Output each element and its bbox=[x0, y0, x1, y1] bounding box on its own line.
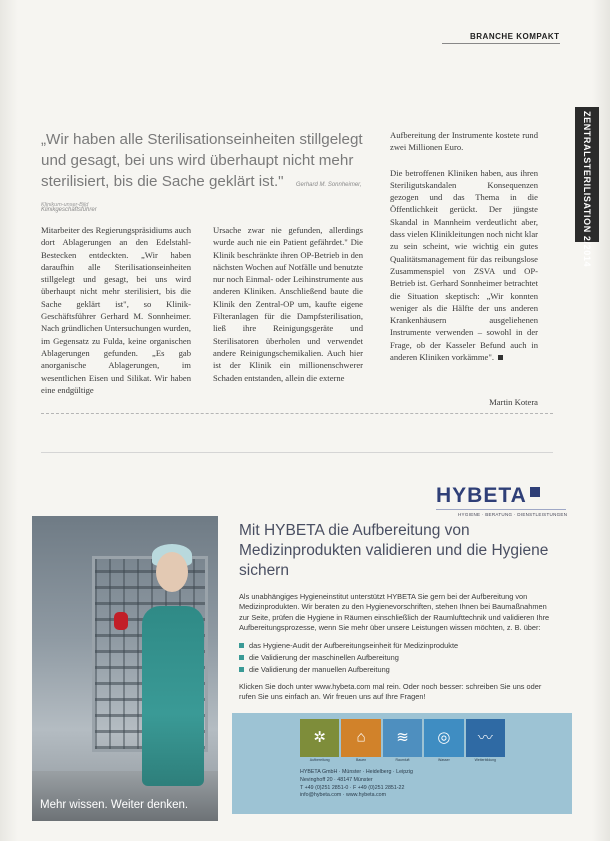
article-paragraph-final bbox=[390, 167, 538, 364]
list-item: das Hygiene-Audit der Aufbereitungseinheit für Medizinprodukte bbox=[239, 640, 557, 652]
tile-label: Wasser bbox=[438, 758, 450, 762]
service-tiles bbox=[300, 719, 505, 763]
article-column-1 bbox=[41, 224, 191, 396]
pull-quote-source: Gerhard M. Sonnheimer, Klinikgeschäftsführer bbox=[41, 182, 362, 213]
list-item: die Validierung der maschinellen Aufbereitung bbox=[239, 652, 557, 664]
divider bbox=[41, 413, 553, 414]
education-icon: 〰 bbox=[477, 729, 493, 747]
ad-call-to-action: Klicken Sie doch unter www.hybeta.com mal rein. Oder noch besser: schreiben Sie uns oder rufen Sie uns einfach an. Wir freuen uns auf Ihre Fragen! bbox=[239, 681, 542, 702]
logo-rule bbox=[436, 509, 566, 510]
glove-shape bbox=[114, 612, 128, 630]
hybeta-logo: HYBETA bbox=[436, 484, 527, 507]
tile-label: Raumluft bbox=[395, 758, 410, 762]
end-mark-icon bbox=[498, 355, 503, 360]
article-paragraph: Mitarbeiter des Regierungspräsidiums auch dort Ablagerungen an den Edelstahl-Bestecken entdeckten. „Wir haben daraufhin alle Sterilisationseinheiten stillgelegt und gesagt, bei uns wird überhaupt nicht mehr sterilisiert, bis die Sache geklärt ist", so Klinik-Geschäftsführer Gerhard M. Sonnheimer. Nach gründlichen Untersuchungen wurden, im Gegensatz zu Fulda, keine organischen Ablagerungen gefunden. „Es gab anorganische Ablagerungen, im wesentlichen Eisen und Silikat. Wir haben eine endgültige bbox=[41, 225, 191, 395]
header-rule bbox=[442, 43, 560, 44]
author-name: Martin Kotera bbox=[489, 397, 538, 407]
service-tile bbox=[300, 719, 339, 762]
tile-label: Bauen bbox=[356, 758, 367, 762]
photo-credit: Klinikum-unser-Bild bbox=[41, 202, 89, 208]
service-tile bbox=[341, 719, 380, 762]
person-gown-shape bbox=[142, 606, 204, 786]
ad-service-list bbox=[239, 640, 557, 676]
side-section-tab bbox=[575, 107, 599, 268]
service-tile bbox=[383, 719, 422, 762]
tile-label: Aufbereitung bbox=[309, 758, 330, 762]
ad-text-block bbox=[232, 516, 567, 702]
service-tile bbox=[424, 719, 463, 762]
logo-tagline: HYGIENE · BERATUNG · DIENSTLEISTUNGEN bbox=[458, 512, 568, 517]
contact-line: T +49 (0)251 2851-0 · F +49 (0)251 2851-22 bbox=[300, 784, 405, 791]
wind-icon: ≋ bbox=[396, 729, 409, 747]
ad-photo bbox=[32, 516, 218, 821]
ad-body: Als unabhängiges Hygieneinstitut unterstützt HYBETA Sie gern bei der Aufbereitung von Medizinprodukten. Wir beraten zu den Hygienevorschriften, stehen Ihnen bei Baumaßnahmen zur Seite, prüfen die Hygiene in Räumen einschließlich der Raumlufttechnik und validieren Ihre Aufbereitungsprozesse, wenn Sie mehr über unsere Leistungen wissen möchten, z. B. über: bbox=[239, 592, 550, 633]
person-head-shape bbox=[156, 552, 188, 592]
section-header: BRANCHE KOMPAKT bbox=[470, 32, 560, 41]
logo-square-icon bbox=[530, 487, 540, 497]
photo-caption: Mehr wissen. Weiter denken. bbox=[40, 799, 189, 811]
article-column-2 bbox=[213, 224, 363, 384]
article-paragraph-text: Die betroffenen Kliniken haben, aus ihren Steriligutskandalen Konsequenzen gezogen und das Thema in die Öffentlichkeit gerückt. Der jüngste Skandal in Mannheim verdeutlicht aber, dass vielen Klinikleitungen noch nicht klar zu sein scheint, wie wichtig ein gutes Qualitätsmanagement für das reibungslose Zusammenspiel von ZSVA und OP-Betrieb ist. Gerhard Sonnheimer betrachtet die Situation skeptisch: „Wir konnten weniger als die Hälfte der uns anderen Krankenhäusern ausgeliehenen Instrumente verwenden – sowohl in der Frage, ob der Kasseler Befund auch in anderen Kliniken vorkämme". bbox=[390, 167, 538, 363]
bacteria-icon: ✲ bbox=[313, 729, 326, 747]
contact-info bbox=[300, 769, 530, 800]
article-paragraph: Ursache zwar nie gefunden, allerdings wurde auch nie ein Patient gefährdet." Die Klinik beschränkte ihren OP-Betrieb in den nächsten Wochen auf Notfälle und benutzte nur noch Einmal- oder Leihinstrumente aus anderen Kliniken. Anschließend baute die Klinik den Zentral-OP um, kaufte eigene Filteranlagen für die Dampfsterilisation, ließ ihre Reinigungsgeräte und Sterilisatoren überholen und verwendet andere Reinigungschemikalien. Auch hier ist der Klinik ein millionenschwerer Schaden entstanden, allein die externe bbox=[213, 225, 363, 383]
service-tile bbox=[466, 719, 505, 762]
article-paragraph: Aufbereitung der Instrumente kostete rund zwei Millionen Euro. bbox=[390, 130, 538, 153]
building-icon: ⌂ bbox=[356, 728, 366, 746]
pull-quote bbox=[41, 129, 381, 221]
article-column-3 bbox=[390, 129, 538, 363]
side-tab-label: ZENTRALSTERILISATION 2/2014 bbox=[582, 111, 592, 268]
tile-label: Weiterbildung bbox=[474, 758, 496, 762]
contact-link[interactable]: info@hybeta.com · www.hybeta.com bbox=[300, 792, 387, 799]
contact-line: HYBETA GmbH · Münster · Heidelberg · Leipzig bbox=[300, 769, 413, 775]
ad-headline: Mit HYBETA die Aufbereitung von Medizinprodukten validieren und die Hygiene sichern bbox=[239, 522, 549, 579]
ad-contact-band bbox=[232, 713, 572, 814]
list-item: die Validierung der manuellen Aufbereitung bbox=[239, 664, 557, 676]
ad-divider bbox=[41, 452, 553, 453]
contact-line: Nevinghoff 20 · 48147 Münster bbox=[300, 776, 373, 783]
water-icon: ◎ bbox=[437, 729, 451, 747]
pull-quote-text: „Wir haben alle Sterilisationseinheiten stillgelegt und gesagt, bei uns wird überhaupt nicht mehr sterilisiert, bis die Sache geklärt ist." bbox=[41, 131, 363, 190]
